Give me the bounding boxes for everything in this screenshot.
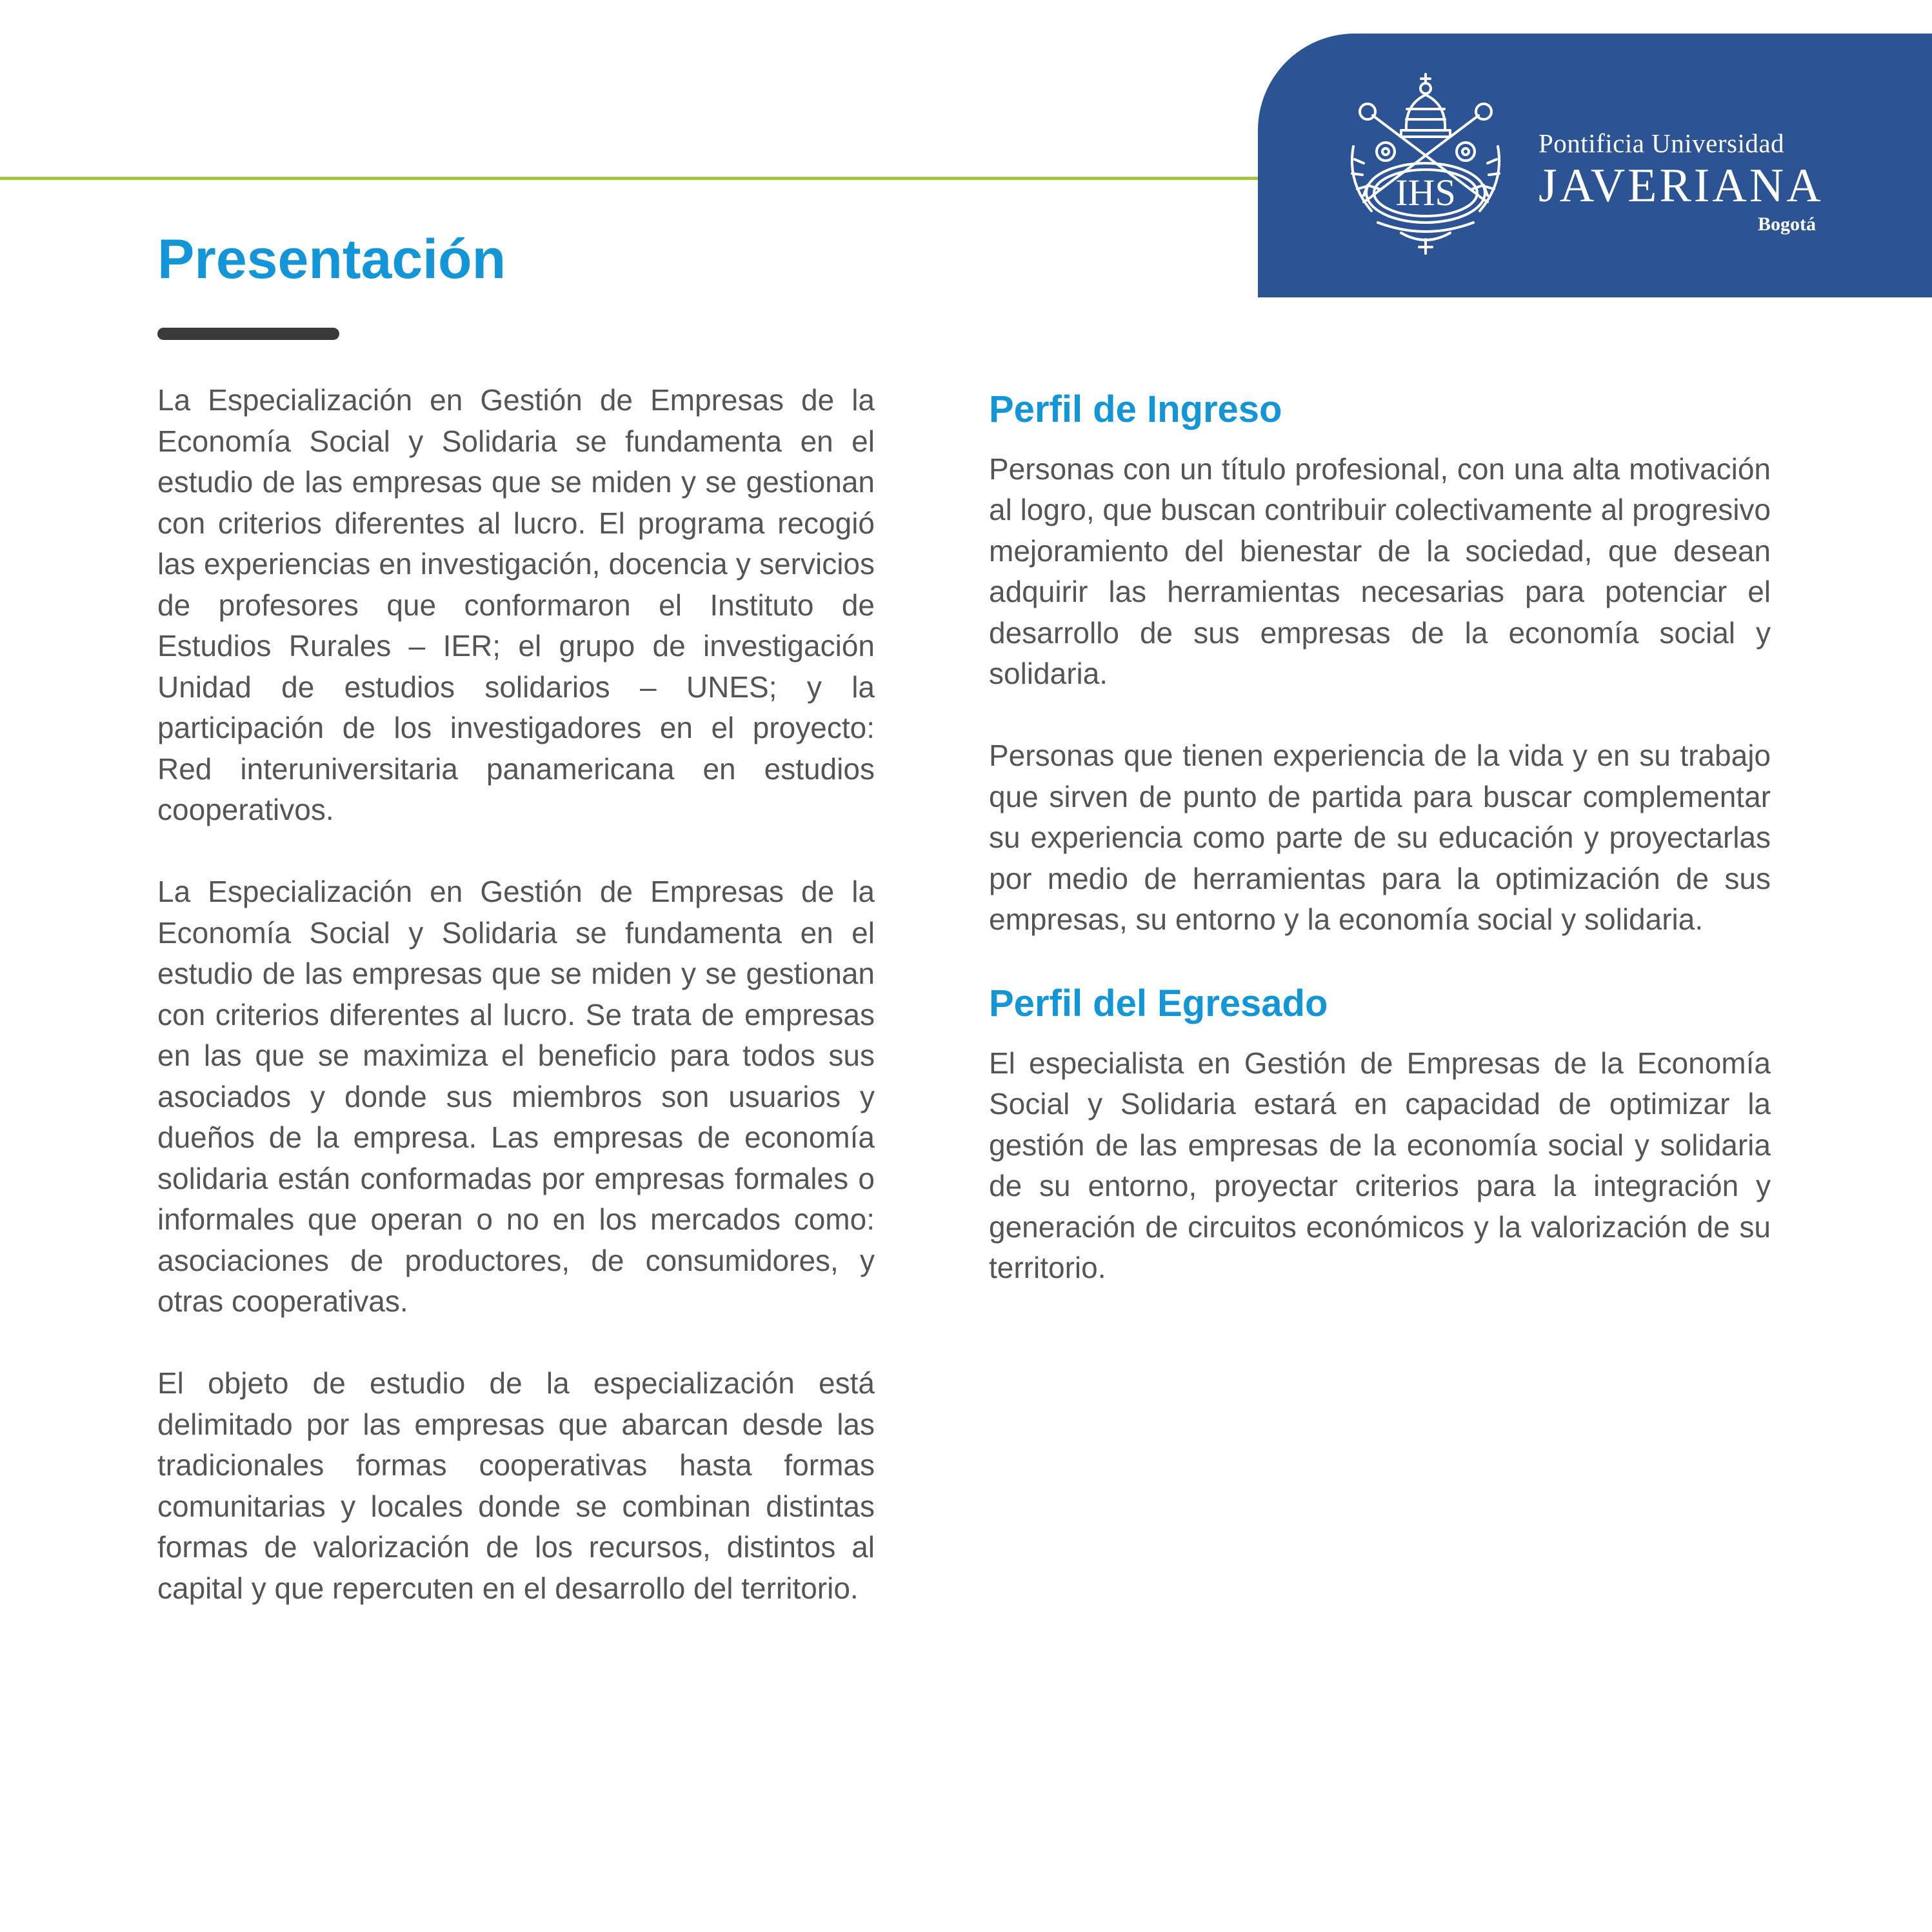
university-name-line2: JAVERIANA (1539, 159, 1824, 212)
presentation-title: Presentación (157, 228, 506, 290)
title-underline-bar (157, 328, 339, 340)
university-logo-banner (1258, 34, 1932, 297)
perfil-ingreso-paragraph: Personas que tienen experiencia de la vida y en su trabajo que sirven de punto de partida para buscar complementar su experiencia como parte de su educación y proyectarlas por medio de herramientas para la optimización de sus empresas, su entorno y la economía social y solidaria. (989, 739, 1771, 937)
presentation-paragraph: La Especialización en Gestión de Empresas de la Economía Social y Solidaria se fundamenta en el estudio de las empresas que se miden y se gestionan con criterios diferentes al lucro. Se trata de empresas en las que se maximiza el beneficio para todos sus asociados y donde sus miembros son usuarios y dueños de la empresa. Las empresas de economía solidaria están conformadas por empresas formales o informales que operan o no en los mercados como: asociaciones de productores, de consumidores, y otras cooperativas. (157, 875, 875, 1318)
perfil-egresado-heading: Perfil del Egresado (989, 982, 1328, 1025)
university-name-line1: Pontificia Universidad (1539, 128, 1785, 158)
perfil-ingreso-paragraph: Personas con un título profesional, con una alta motivación al logro, que buscan contribuir colectivamente al progresivo mejoramiento del bienestar de la sociedad, que desean adquirir las herramientas necesarias para potenciar el desarrollo de sus empresas de la economía social y solidaria. (989, 452, 1771, 691)
perfil-ingreso-heading: Perfil de Ingreso (989, 388, 1282, 430)
presentation-column (157, 380, 875, 1650)
presentation-paragraph: El objeto de estudio de la especialización está delimitado por las empresas que abarcan desde las tradicionales formas cooperativas hasta formas comunitarias y locales donde se combinan distintas formas de valorización de los recursos, distintos al capital y que repercuten en el desarrollo del territorio. (157, 1366, 875, 1605)
perfil-egresado-paragraph: El especialista en Gestión de Empresas de la Economía Social y Solidaria estará en capacidad de optimizar la gestión de las empresas de la economía social y solidaria de su entorno, proyectar criterios para la integración y generación de circuitos económicos y la valorización de su territorio. (989, 1046, 1771, 1285)
university-city: Bogotá (1758, 214, 1816, 235)
presentation-paragraph: La Especialización en Gestión de Empresas de la Economía Social y Solidaria se fundamenta en el estudio de las empresas que se miden y se gestionan con criterios diferentes al lucro. El programa recogió las experiencias en investigación, docencia y servicios de profesores que conformaron el Instituto de Estudios Rurales – IER; el grupo de investigación Unidad de estudios solidarios – UNES; y la participación de los investigadores en el proyecto: Red interuniversitaria panamericana en estudios cooperativos. (157, 383, 875, 826)
university-crest-icon (1329, 69, 1522, 263)
header-rule (0, 177, 1258, 180)
university-name (1539, 128, 1824, 235)
profiles-column (989, 387, 1771, 1329)
crest-monogram: IHS (1395, 172, 1456, 214)
